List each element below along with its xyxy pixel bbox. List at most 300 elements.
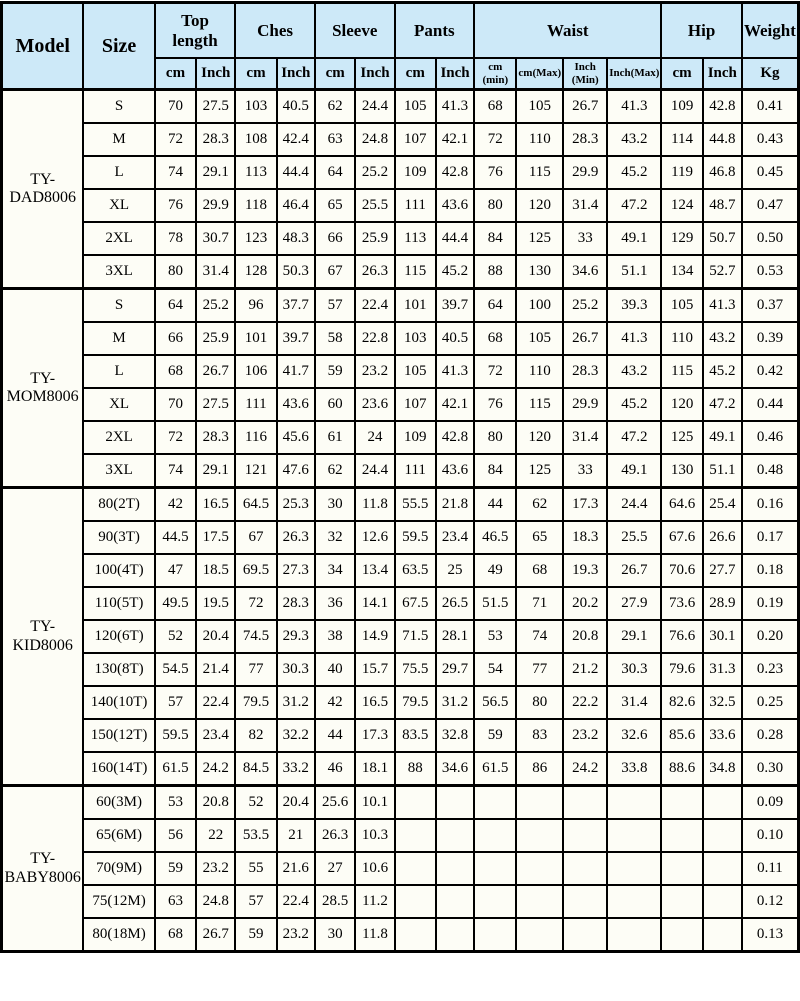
table-row xyxy=(2,554,799,587)
value-cell: 115 xyxy=(661,355,702,388)
value-cell: 24.2 xyxy=(563,752,607,786)
value-cell: 59.5 xyxy=(395,521,436,554)
value-cell xyxy=(607,786,661,820)
value-cell: 59 xyxy=(235,918,276,952)
sub-header-4-3: Inch(Max) xyxy=(607,58,661,90)
value-cell: 85.6 xyxy=(661,719,702,752)
value-cell: 33 xyxy=(563,222,607,255)
group-header-6: Weight xyxy=(742,3,799,59)
value-cell: 13.4 xyxy=(355,554,394,587)
value-cell: 32 xyxy=(315,521,356,554)
value-cell: 59 xyxy=(155,852,196,885)
value-cell: 36 xyxy=(315,587,356,620)
value-cell: 43.6 xyxy=(436,454,474,488)
sub-header-3-0: cm xyxy=(395,58,436,90)
value-cell xyxy=(661,918,702,952)
value-cell: 57 xyxy=(235,885,276,918)
value-cell: 115 xyxy=(395,255,436,289)
model-cell: TY-DAD8006 xyxy=(2,90,84,289)
value-cell: 62 xyxy=(315,90,356,124)
table-row xyxy=(2,189,799,222)
value-cell: 39.3 xyxy=(607,289,661,323)
value-cell: 49.1 xyxy=(607,222,661,255)
value-cell: 62 xyxy=(315,454,356,488)
value-cell: 62 xyxy=(516,488,563,522)
value-cell: 72 xyxy=(474,355,516,388)
value-cell: 28.3 xyxy=(563,355,607,388)
size-cell: M xyxy=(83,123,154,156)
value-cell: 42.8 xyxy=(703,90,742,124)
value-cell xyxy=(474,819,516,852)
sub-header-5-1: Inch xyxy=(703,58,742,90)
value-cell: 51.5 xyxy=(474,587,516,620)
model-header: Model xyxy=(2,3,84,90)
value-cell: 108 xyxy=(235,123,276,156)
value-cell: 75.5 xyxy=(395,653,436,686)
value-cell: 54.5 xyxy=(155,653,196,686)
value-cell xyxy=(563,819,607,852)
value-cell: 23.2 xyxy=(196,852,235,885)
value-cell: 76 xyxy=(155,189,196,222)
value-cell: 23.4 xyxy=(436,521,474,554)
value-cell: 20.2 xyxy=(563,587,607,620)
value-cell: 44.5 xyxy=(155,521,196,554)
value-cell: 107 xyxy=(395,388,436,421)
value-cell xyxy=(607,819,661,852)
group-header-2: Sleeve xyxy=(315,3,395,59)
value-cell: 84 xyxy=(474,222,516,255)
value-cell: 49.5 xyxy=(155,587,196,620)
value-cell: 46 xyxy=(315,752,356,786)
value-cell: 25.6 xyxy=(315,786,356,820)
value-cell: 72 xyxy=(474,123,516,156)
value-cell: 41.3 xyxy=(436,355,474,388)
value-cell: 79.6 xyxy=(661,653,702,686)
value-cell: 27.3 xyxy=(277,554,315,587)
sub-header-0-1: Inch xyxy=(196,58,235,90)
size-cell: XL xyxy=(83,189,154,222)
value-cell: 19.5 xyxy=(196,587,235,620)
value-cell: 26.5 xyxy=(436,587,474,620)
value-cell: 115 xyxy=(516,388,563,421)
value-cell: 67 xyxy=(315,255,356,289)
value-cell: 44.8 xyxy=(703,123,742,156)
value-cell xyxy=(703,885,742,918)
value-cell: 113 xyxy=(235,156,276,189)
value-cell: 0.17 xyxy=(742,521,799,554)
size-cell: 3XL xyxy=(83,255,154,289)
value-cell: 24 xyxy=(355,421,394,454)
value-cell: 0.16 xyxy=(742,488,799,522)
table-row xyxy=(2,719,799,752)
value-cell: 14.1 xyxy=(355,587,394,620)
value-cell: 0.18 xyxy=(742,554,799,587)
sub-header-4-1: cm(Max) xyxy=(516,58,563,90)
value-cell: 53.5 xyxy=(235,819,276,852)
value-cell xyxy=(607,918,661,952)
value-cell: 51.1 xyxy=(607,255,661,289)
value-cell: 28.3 xyxy=(277,587,315,620)
value-cell: 106 xyxy=(235,355,276,388)
value-cell: 105 xyxy=(661,289,702,323)
value-cell: 72 xyxy=(155,123,196,156)
value-cell: 59.5 xyxy=(155,719,196,752)
value-cell: 66 xyxy=(155,322,196,355)
value-cell: 27.5 xyxy=(196,90,235,124)
size-cell: 110(5T) xyxy=(83,587,154,620)
group-header-1: Ches xyxy=(235,3,315,59)
value-cell: 79.5 xyxy=(395,686,436,719)
value-cell xyxy=(395,852,436,885)
value-cell xyxy=(395,885,436,918)
model-cell: TY-BABY8006 xyxy=(2,786,84,952)
value-cell xyxy=(563,885,607,918)
value-cell xyxy=(703,819,742,852)
group-header-3: Pants xyxy=(395,3,475,59)
value-cell: 0.48 xyxy=(742,454,799,488)
value-cell: 113 xyxy=(395,222,436,255)
table-row xyxy=(2,255,799,289)
value-cell xyxy=(661,852,702,885)
value-cell: 49.1 xyxy=(703,421,742,454)
value-cell: 24.4 xyxy=(607,488,661,522)
value-cell: 40 xyxy=(315,653,356,686)
value-cell: 49.1 xyxy=(607,454,661,488)
value-cell: 88 xyxy=(474,255,516,289)
value-cell: 111 xyxy=(395,454,436,488)
value-cell: 32.6 xyxy=(607,719,661,752)
value-cell xyxy=(661,819,702,852)
value-cell: 82.6 xyxy=(661,686,702,719)
value-cell: 0.10 xyxy=(742,819,799,852)
value-cell xyxy=(563,786,607,820)
value-cell: 47.6 xyxy=(277,454,315,488)
value-cell: 105 xyxy=(516,322,563,355)
value-cell: 30.3 xyxy=(607,653,661,686)
size-cell: L xyxy=(83,156,154,189)
value-cell: 80 xyxy=(474,189,516,222)
value-cell: 43.6 xyxy=(277,388,315,421)
value-cell: 24.8 xyxy=(196,885,235,918)
value-cell xyxy=(516,885,563,918)
value-cell: 41.3 xyxy=(703,289,742,323)
value-cell: 110 xyxy=(661,322,702,355)
size-cell: 2XL xyxy=(83,421,154,454)
value-cell: 63 xyxy=(155,885,196,918)
value-cell: 26.3 xyxy=(355,255,394,289)
value-cell: 27.5 xyxy=(196,388,235,421)
value-cell: 39.7 xyxy=(277,322,315,355)
value-cell: 43.6 xyxy=(436,189,474,222)
value-cell: 0.23 xyxy=(742,653,799,686)
value-cell xyxy=(516,852,563,885)
value-cell: 86 xyxy=(516,752,563,786)
value-cell: 41.3 xyxy=(607,322,661,355)
value-cell: 120 xyxy=(516,189,563,222)
value-cell: 68 xyxy=(155,918,196,952)
value-cell: 55.5 xyxy=(395,488,436,522)
value-cell: 21.8 xyxy=(436,488,474,522)
model-group-1 xyxy=(2,289,799,488)
value-cell: 46.8 xyxy=(703,156,742,189)
value-cell: 0.13 xyxy=(742,918,799,952)
value-cell xyxy=(516,786,563,820)
value-cell: 0.47 xyxy=(742,189,799,222)
value-cell: 77 xyxy=(235,653,276,686)
value-cell: 34 xyxy=(315,554,356,587)
value-cell: 30 xyxy=(315,488,356,522)
size-cell: M xyxy=(83,322,154,355)
value-cell: 67.5 xyxy=(395,587,436,620)
value-cell: 61.5 xyxy=(474,752,516,786)
value-cell: 0.28 xyxy=(742,719,799,752)
value-cell: 33 xyxy=(563,454,607,488)
value-cell: 124 xyxy=(661,189,702,222)
value-cell: 19.3 xyxy=(563,554,607,587)
value-cell: 55 xyxy=(235,852,276,885)
value-cell: 111 xyxy=(395,189,436,222)
value-cell: 110 xyxy=(516,123,563,156)
value-cell: 58 xyxy=(315,322,356,355)
value-cell: 17.3 xyxy=(563,488,607,522)
value-cell: 26.7 xyxy=(607,554,661,587)
size-cell: 70(9M) xyxy=(83,852,154,885)
value-cell: 25.4 xyxy=(703,488,742,522)
value-cell: 53 xyxy=(155,786,196,820)
value-cell: 64 xyxy=(155,289,196,323)
table-row xyxy=(2,388,799,421)
value-cell xyxy=(703,786,742,820)
value-cell: 72 xyxy=(155,421,196,454)
value-cell: 0.30 xyxy=(742,752,799,786)
sub-header-6-0: Kg xyxy=(742,58,799,90)
value-cell: 28.3 xyxy=(196,123,235,156)
value-cell: 0.45 xyxy=(742,156,799,189)
size-cell: 60(3M) xyxy=(83,786,154,820)
value-cell: 68 xyxy=(516,554,563,587)
value-cell: 23.2 xyxy=(277,918,315,952)
value-cell: 70 xyxy=(155,388,196,421)
value-cell: 48.7 xyxy=(703,189,742,222)
group-header-5: Hip xyxy=(661,3,742,59)
value-cell: 26.3 xyxy=(315,819,356,852)
value-cell: 31.4 xyxy=(563,421,607,454)
value-cell: 40.5 xyxy=(277,90,315,124)
value-cell: 74.5 xyxy=(235,620,276,653)
value-cell: 0.41 xyxy=(742,90,799,124)
group-header-4: Waist xyxy=(474,3,661,59)
value-cell: 71 xyxy=(516,587,563,620)
value-cell: 47 xyxy=(155,554,196,587)
model-cell: TY-KID8006 xyxy=(2,488,84,786)
value-cell: 59 xyxy=(474,719,516,752)
value-cell: 14.9 xyxy=(355,620,394,653)
sub-header-5-0: cm xyxy=(661,58,702,90)
value-cell: 10.3 xyxy=(355,819,394,852)
value-cell: 56.5 xyxy=(474,686,516,719)
value-cell: 72 xyxy=(235,587,276,620)
value-cell: 84.5 xyxy=(235,752,276,786)
model-cell: TY-MOM8006 xyxy=(2,289,84,488)
value-cell: 41.3 xyxy=(436,90,474,124)
value-cell: 76 xyxy=(474,156,516,189)
value-cell: 31.4 xyxy=(196,255,235,289)
value-cell: 130 xyxy=(516,255,563,289)
model-group-3 xyxy=(2,786,799,952)
table-row xyxy=(2,521,799,554)
value-cell: 0.50 xyxy=(742,222,799,255)
table-row xyxy=(2,852,799,885)
value-cell: 25.5 xyxy=(355,189,394,222)
value-cell: 74 xyxy=(155,454,196,488)
value-cell: 114 xyxy=(661,123,702,156)
value-cell: 0.11 xyxy=(742,852,799,885)
size-cell: 130(8T) xyxy=(83,653,154,686)
value-cell: 103 xyxy=(395,322,436,355)
value-cell: 80 xyxy=(155,255,196,289)
value-cell: 60 xyxy=(315,388,356,421)
value-cell: 67 xyxy=(235,521,276,554)
value-cell: 22.2 xyxy=(563,686,607,719)
value-cell: 49 xyxy=(474,554,516,587)
value-cell: 21 xyxy=(277,819,315,852)
value-cell: 0.09 xyxy=(742,786,799,820)
size-cell: 90(3T) xyxy=(83,521,154,554)
value-cell: 96 xyxy=(235,289,276,323)
value-cell: 25.5 xyxy=(607,521,661,554)
value-cell: 27.7 xyxy=(703,554,742,587)
value-cell: 52 xyxy=(155,620,196,653)
value-cell: 30.3 xyxy=(277,653,315,686)
size-cell: 2XL xyxy=(83,222,154,255)
table-row xyxy=(2,620,799,653)
value-cell xyxy=(474,918,516,952)
value-cell: 26.7 xyxy=(196,918,235,952)
value-cell: 28.5 xyxy=(315,885,356,918)
value-cell: 109 xyxy=(395,156,436,189)
value-cell: 0.42 xyxy=(742,355,799,388)
value-cell: 66 xyxy=(315,222,356,255)
value-cell: 17.5 xyxy=(196,521,235,554)
value-cell: 80 xyxy=(516,686,563,719)
value-cell: 111 xyxy=(235,388,276,421)
value-cell: 120 xyxy=(661,388,702,421)
value-cell: 11.8 xyxy=(355,488,394,522)
value-cell: 20.4 xyxy=(277,786,315,820)
value-cell: 73.6 xyxy=(661,587,702,620)
value-cell: 28.1 xyxy=(436,620,474,653)
value-cell: 134 xyxy=(661,255,702,289)
size-cell: 80(18M) xyxy=(83,918,154,952)
value-cell: 28.3 xyxy=(563,123,607,156)
value-cell: 48.3 xyxy=(277,222,315,255)
value-cell xyxy=(661,786,702,820)
value-cell: 53 xyxy=(474,620,516,653)
value-cell: 27 xyxy=(315,852,356,885)
value-cell: 105 xyxy=(395,355,436,388)
size-cell: 150(12T) xyxy=(83,719,154,752)
value-cell: 20.8 xyxy=(196,786,235,820)
table-row xyxy=(2,322,799,355)
value-cell: 25.9 xyxy=(196,322,235,355)
value-cell: 42.1 xyxy=(436,388,474,421)
size-cell: 160(14T) xyxy=(83,752,154,786)
value-cell xyxy=(436,885,474,918)
value-cell: 88 xyxy=(395,752,436,786)
value-cell: 16.5 xyxy=(355,686,394,719)
value-cell: 44 xyxy=(315,719,356,752)
value-cell: 25.3 xyxy=(277,488,315,522)
value-cell xyxy=(607,885,661,918)
model-group-0 xyxy=(2,90,799,289)
size-cell: 65(6M) xyxy=(83,819,154,852)
table-row xyxy=(2,786,799,820)
sub-header-1-0: cm xyxy=(235,58,276,90)
value-cell: 42.1 xyxy=(436,123,474,156)
value-cell: 29.7 xyxy=(436,653,474,686)
value-cell: 45.2 xyxy=(436,255,474,289)
value-cell xyxy=(436,918,474,952)
value-cell: 32.5 xyxy=(703,686,742,719)
table-row xyxy=(2,421,799,454)
value-cell: 128 xyxy=(235,255,276,289)
table-row xyxy=(2,123,799,156)
value-cell: 24.2 xyxy=(196,752,235,786)
value-cell: 24.4 xyxy=(355,90,394,124)
value-cell: 21.6 xyxy=(277,852,315,885)
value-cell: 16.5 xyxy=(196,488,235,522)
value-cell: 24.4 xyxy=(355,454,394,488)
value-cell xyxy=(474,852,516,885)
sub-header-2-0: cm xyxy=(315,58,356,90)
value-cell: 61 xyxy=(315,421,356,454)
value-cell: 47.2 xyxy=(607,189,661,222)
value-cell: 22.8 xyxy=(355,322,394,355)
table-row xyxy=(2,156,799,189)
value-cell: 25.2 xyxy=(563,289,607,323)
value-cell: 54 xyxy=(474,653,516,686)
value-cell: 25.9 xyxy=(355,222,394,255)
value-cell: 61.5 xyxy=(155,752,196,786)
value-cell: 129 xyxy=(661,222,702,255)
value-cell: 100 xyxy=(516,289,563,323)
value-cell: 18.3 xyxy=(563,521,607,554)
value-cell: 57 xyxy=(315,289,356,323)
value-cell: 44.4 xyxy=(436,222,474,255)
value-cell: 0.53 xyxy=(742,255,799,289)
value-cell: 43.2 xyxy=(607,355,661,388)
value-cell: 27.9 xyxy=(607,587,661,620)
value-cell: 125 xyxy=(516,222,563,255)
value-cell: 40.5 xyxy=(436,322,474,355)
value-cell: 52 xyxy=(235,786,276,820)
value-cell: 45.2 xyxy=(607,388,661,421)
value-cell: 83.5 xyxy=(395,719,436,752)
value-cell: 105 xyxy=(516,90,563,124)
value-cell: 33.6 xyxy=(703,719,742,752)
value-cell: 43.2 xyxy=(703,322,742,355)
value-cell: 29.9 xyxy=(196,189,235,222)
value-cell: 42.4 xyxy=(277,123,315,156)
size-cell: 100(4T) xyxy=(83,554,154,587)
value-cell: 50.3 xyxy=(277,255,315,289)
value-cell: 41.7 xyxy=(277,355,315,388)
value-cell: 83 xyxy=(516,719,563,752)
value-cell: 65 xyxy=(516,521,563,554)
value-cell: 101 xyxy=(235,322,276,355)
value-cell: 77 xyxy=(516,653,563,686)
value-cell: 80 xyxy=(474,421,516,454)
